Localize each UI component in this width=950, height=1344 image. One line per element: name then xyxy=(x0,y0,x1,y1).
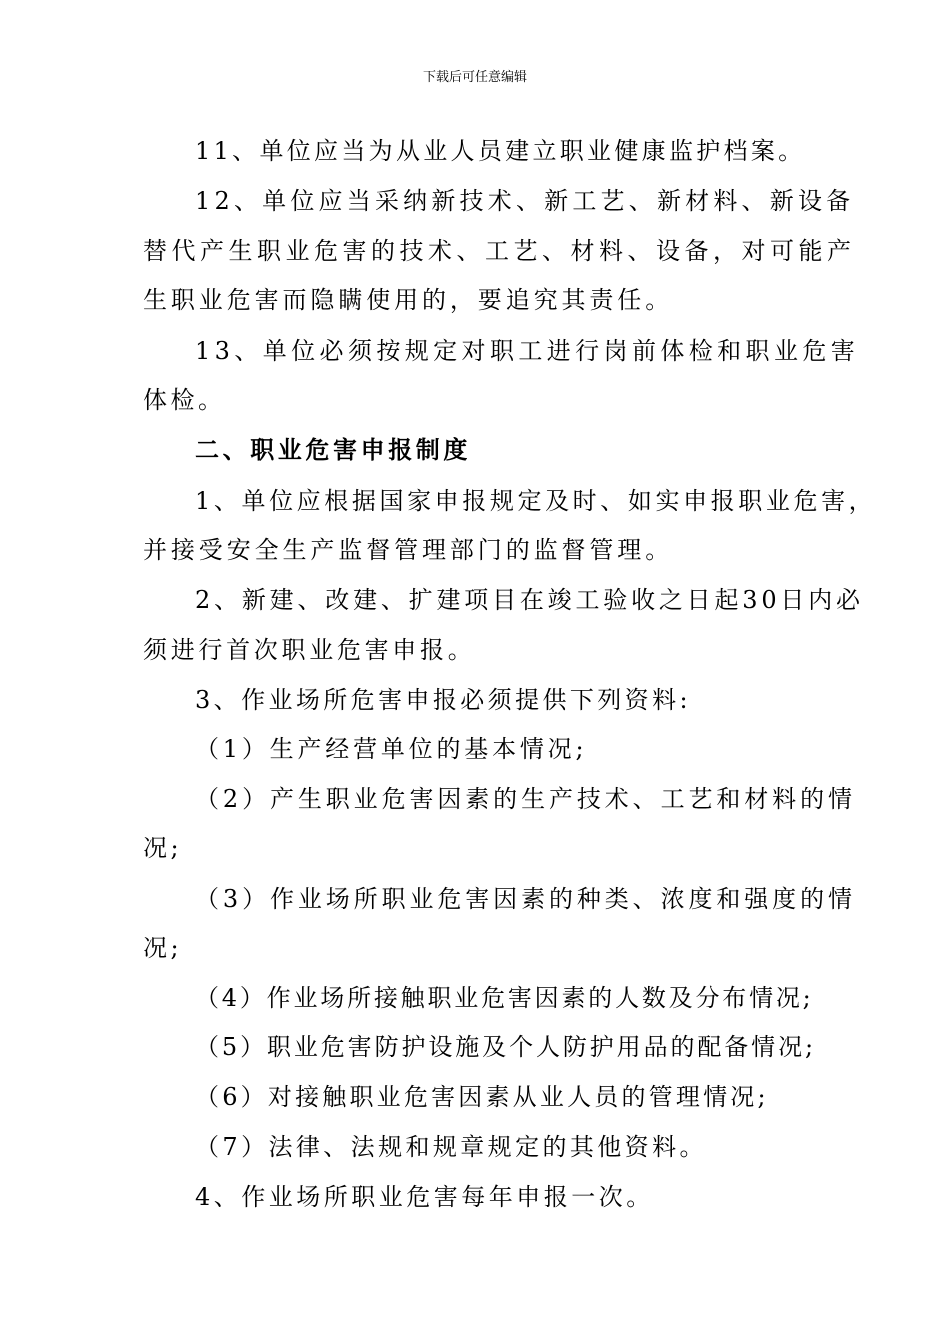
list-item: （5）职业危害防护设施及个人防护用品的配备情况; xyxy=(195,1033,816,1061)
list-item: （3）作业场所职业危害因素的种类、浓度和强度的情 xyxy=(195,885,856,913)
paragraph-line: 12、单位应当采纳新技术、新工艺、新材料、新设备 xyxy=(195,187,855,215)
paragraph-line: 13、单位必须按规定对职工进行岗前体检和职业危害 xyxy=(195,337,860,365)
paragraph-line: 2、新建、改建、扩建项目在竣工验收之日起30日内必 xyxy=(195,586,864,614)
paragraph-line: 1、单位应根据国家申报规定及时、如实申报职业危害， xyxy=(195,487,877,515)
paragraph-line: 3、作业场所危害申报必须提供下列资料: xyxy=(195,686,691,714)
paragraph-line: 须进行首次职业危害申报。 xyxy=(143,636,476,664)
list-item: （1）生产经营单位的基本情况; xyxy=(195,735,588,763)
paragraph-line: 况; xyxy=(143,934,183,962)
list-item: （7）法律、法规和规章规定的其他资料。 xyxy=(195,1133,707,1161)
paragraph-line: 4、作业场所职业危害每年申报一次。 xyxy=(195,1183,654,1211)
paragraph-line: 体检。 xyxy=(143,386,226,414)
list-item: （6）对接触职业危害因素从业人员的管理情况; xyxy=(195,1083,769,1111)
list-item: （2）产生职业危害因素的生产技术、工艺和材料的情 xyxy=(195,785,856,813)
paragraph-line: 替代产生职业危害的技术、工艺、材料、设备，对可能产 xyxy=(143,237,856,265)
paragraph-line: 况; xyxy=(143,834,183,862)
paragraph-line: 11、单位应当为从业人员建立职业健康监护档案。 xyxy=(195,137,806,165)
section-heading: 二、职业危害申报制度 xyxy=(195,435,471,464)
paragraph-line: 并接受安全生产监督管理部门的监督管理。 xyxy=(143,536,674,564)
paragraph-line: 生职业危害而隐瞒使用的，要追究其责任。 xyxy=(143,286,674,314)
list-item: （4）作业场所接触职业危害因素的人数及分布情况; xyxy=(195,984,814,1012)
page-header: 下载后可任意编辑 xyxy=(422,70,527,85)
